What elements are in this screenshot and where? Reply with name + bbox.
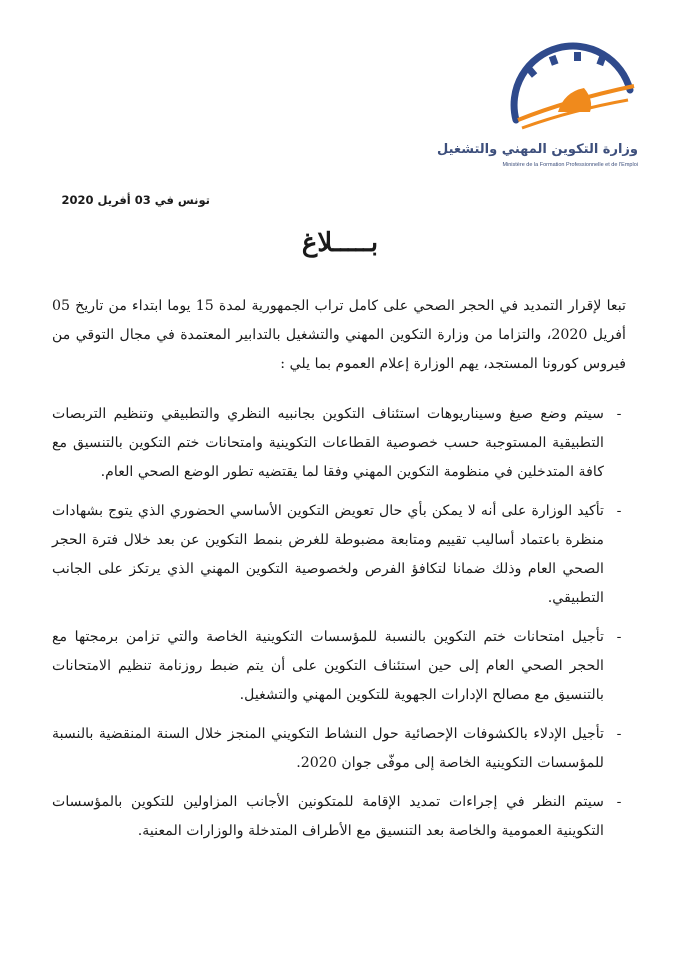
list-bullet: -	[616, 406, 622, 422]
list-bullet: -	[616, 794, 622, 810]
list-bullet: -	[616, 503, 622, 519]
document-title: بـــــلاغ	[301, 228, 379, 258]
list-item	[52, 623, 626, 710]
list-bullet: -	[616, 726, 622, 742]
list-item-text: سيتم النظر في إجراءات تمديد الإقامة للمتكونين الأجانب المزاولين للتكوين بالمؤسسات التكوينية العمومية والخاصة بعد التنسيق مع الأطراف المتدخلة والوزارات المعنية.	[52, 794, 604, 839]
list-item	[52, 788, 626, 846]
ministry-name-french: Ministère de la Formation Professionnelle et de l'Emploi	[502, 162, 638, 168]
list-bullet: -	[616, 629, 622, 645]
list-item-text: تأكيد الوزارة على أنه لا يمكن بأي حال تعويض التكوين الأساسي الحضوري الذي يتوج بشهادات منظرة باعتماد أساليب تقييم ومتابعة مضبوطة للغرض بنمط التكوين عن بعد خلال فترة الحجر الصحي العام وذلك ضمانا لتكافؤ الفرص ولخصوصية التكوين المهني الذي يرتكز على الجانب التطبيقي.	[52, 503, 604, 606]
ministry-emblem-icon	[498, 42, 638, 142]
announcement-list	[52, 400, 626, 846]
list-item-text: تأجيل الإدلاء بالكشوفات الإحصائية حول النشاط التكويني المنجز خلال السنة المنقضية بالنسبة للمؤسسات التكوينية الخاصة إلى موفّى جوان 2020.	[52, 726, 604, 771]
date-line: تونس في 03 أفريل 2020	[61, 193, 210, 207]
intro-paragraph: تبعا لإقرار التمديد في الحجر الصحي على كامل تراب الجمهورية لمدة 15 يوما ابتداء من تاريخ 05 أفريل 2020، والتزاما من وزارة التكوين المهني والتشغيل بالتدابير المعتمدة في مجال التوقي من فيروس كورونا المستجد، يهم الوزارة إعلام العموم بما يلي :	[52, 298, 626, 372]
ministry-name-arabic: وزارة التكوين المهني والتشغيل	[437, 142, 638, 157]
list-item	[52, 720, 626, 778]
list-item	[52, 400, 626, 487]
ministry-logo	[437, 42, 638, 182]
list-item-text: تأجيل امتحانات ختم التكوين بالنسبة للمؤسسات التكوينية الخاصة والتي تزامن برمجتها مع الحجر الصحي العام إلى حين استئناف التكوين على أن يتم ضبط روزنامة تنظيم الامتحانات بالتنسيق مع مصالح الإدارات الجهوية للتكوين المهني والتشغيل.	[52, 629, 604, 703]
list-item-text: سيتم وضع صيغ وسيناريوهات استئناف التكوين بجانبيه النظري والتطبيقي وتنظيم التربصات التطبيقية المستوجبة حسب خصوصية القطاعات التكوينية وامتحانات ختم التكوين بالتنسيق مع كافة المتدخلين في منظومة التكوين المهني وفقا لما يقتضيه تطور الوضع الصحي العام.	[52, 406, 604, 480]
list-item	[52, 497, 626, 613]
